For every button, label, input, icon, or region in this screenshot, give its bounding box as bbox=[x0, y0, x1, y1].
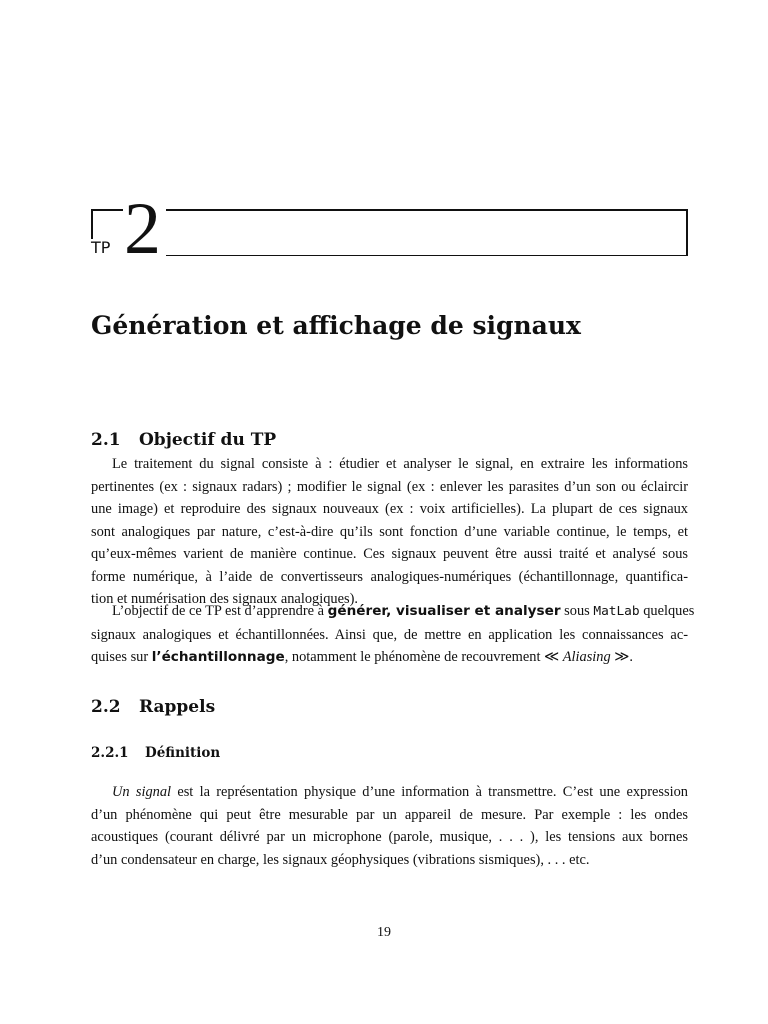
subsection-heading-definition bbox=[91, 743, 691, 763]
text-line: d’un condensateur en charge, les signaux géophysiques (vibrations sismiques), . . . etc. bbox=[91, 851, 590, 868]
italic-text: Aliasing bbox=[562, 649, 611, 665]
text-line bbox=[91, 781, 688, 804]
chapter-frame-box bbox=[166, 209, 688, 256]
monospace-text: MatLab bbox=[593, 604, 640, 619]
section-title: Objectif du TP bbox=[139, 430, 277, 450]
text-line: pertinentes (ex : signaux radars) ; modifier le signal (ex : enlever les parasites d’un son ou éclaircir bbox=[91, 478, 688, 495]
chapter-frame-corner bbox=[91, 209, 123, 239]
paragraph-objectif-2 bbox=[91, 600, 695, 669]
text-line bbox=[91, 646, 688, 669]
guillemet-close: ≫. bbox=[610, 649, 633, 665]
text-line: acoustiques (courant délivré par un microphone (parole, musique, . . . ), les tensions aux bornes bbox=[91, 829, 688, 845]
text-line: Le traitement du signal consiste à : étudier et analyser le signal, en extraire les informations bbox=[112, 456, 688, 472]
text-line: qu’eux-mêmes varient de manière continue. Ces signaux peuvent être aussi traité et analysé sous bbox=[91, 546, 688, 562]
section-title: Rappels bbox=[139, 697, 216, 717]
text-run: sous bbox=[560, 603, 594, 619]
paragraph-objectif-1 bbox=[91, 453, 688, 611]
section-number: 2.1 bbox=[91, 430, 121, 450]
paragraph-definition bbox=[91, 781, 688, 871]
bold-text: l’échantillonnage bbox=[151, 649, 285, 665]
chapter-title: Génération et affichage de signaux bbox=[91, 311, 581, 340]
page-number: 19 bbox=[377, 925, 391, 940]
text-line: forme numérique, à l’aide de convertisseurs analogiques-numériques (échantillonnage, quantifica- bbox=[91, 568, 688, 585]
section-heading-rappels bbox=[91, 695, 691, 719]
text-run: quelques bbox=[639, 603, 695, 619]
section-heading-objectif bbox=[91, 428, 691, 452]
text-line: sont analogiques par nature, c’est-à-dire qu’ils sont fonction d’une variable continue, le temps, et bbox=[91, 523, 688, 540]
text-run: est la représentation physique d’une information à transmettre. C’est une expression bbox=[171, 784, 688, 800]
subsection-title: Définition bbox=[145, 745, 221, 761]
chapter-label: TP bbox=[91, 238, 111, 257]
chapter-number: 2 bbox=[124, 188, 161, 270]
text-line bbox=[91, 600, 695, 624]
text-run: , notamment le phénomène de recouvrement bbox=[284, 649, 545, 665]
text-run: L’objectif de ce TP est d’apprendre à bbox=[112, 603, 328, 619]
text-run: quises sur bbox=[91, 649, 152, 665]
subsection-number: 2.2.1 bbox=[91, 745, 129, 761]
guillemet-open: ≪ bbox=[544, 649, 563, 665]
text-line: d’un phénomène qui peut être mesurable par un appareil de mesure. Par exemple : les ondes bbox=[91, 806, 688, 823]
section-number: 2.2 bbox=[91, 697, 121, 717]
italic-text: Un signal bbox=[112, 784, 172, 800]
bold-text: générer, visualiser et analyser bbox=[327, 603, 561, 619]
text-line: signaux analogiques et échantillonnées. Ainsi que, de mettre en application les connaissances ac- bbox=[91, 626, 688, 643]
text-line: une image) et reproduire des signaux nouveaux (ex : voix artificielles). La plupart de ces signaux bbox=[91, 501, 688, 517]
text-line: tion et numérisation des signaux analogiques). bbox=[91, 591, 358, 607]
